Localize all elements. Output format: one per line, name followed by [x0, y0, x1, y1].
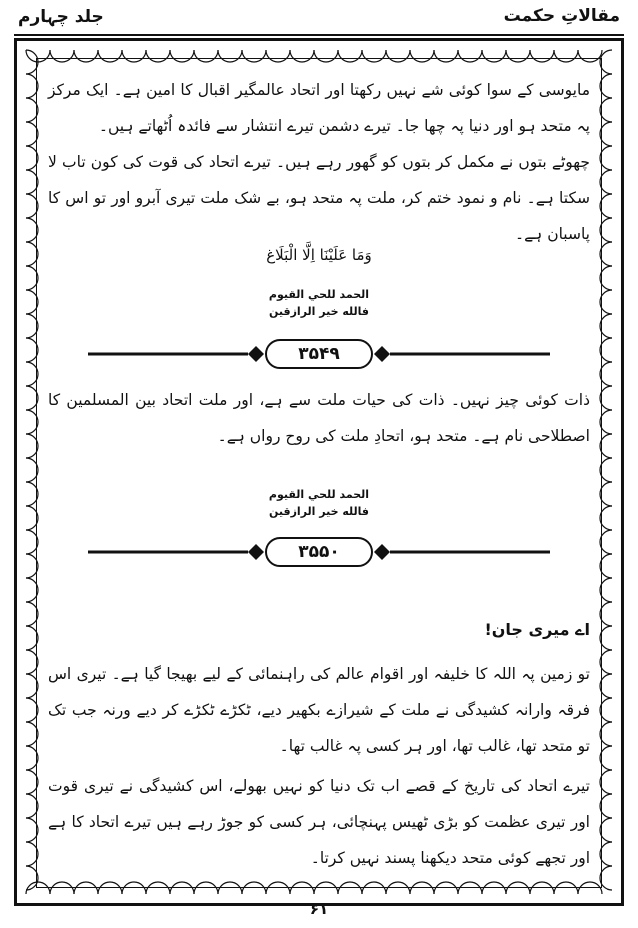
paragraph: مایوسی کے سوا کوئی شے نہیں رکھتا اور اتحاد عالمگیر اقبال کا امین ہے۔ ایک مرکز پہ متحد ہو اور دنیا پہ چھا جا۔ تیرے دشمن تیرے انتشار سے فائدہ اُٹھاتے ہیں۔: [48, 81, 590, 135]
section-3-text: [48, 768, 590, 876]
section-3-text: [48, 656, 590, 764]
section-number: ۳۵۴۹: [298, 344, 340, 364]
section-2-text: [48, 382, 590, 454]
hamd-line: فالله خير الرازقين: [269, 305, 369, 318]
book-title: مقالاتِ حکمت: [503, 6, 620, 26]
volume-label: جلد چہارم: [18, 7, 104, 27]
page-number: ۶۱: [309, 900, 329, 918]
paragraph: تو زمین پہ اللہ کا خلیفہ اور اقوام عالم کی راہنمائی کے لیے بھیجا گیا ہے۔ تیری اس فرقہ وارانہ کشیدگی نے ملت کے شیرازے بکھیر دیے، ٹکڑے ٹکڑے کر دیے ورنہ جب تک تو متحد تھا، غالب تھا، اور ہر کسی پہ غالب تھا۔: [48, 665, 590, 755]
header-rule: [14, 34, 624, 36]
closing-verse: وَمَا عَلَيْنَا اِلَّا الْبَلَاغ: [266, 246, 372, 264]
running-header: [14, 4, 624, 32]
hamd-line: فالله خير الرازقين: [269, 505, 369, 518]
page-content: [48, 64, 590, 884]
hamd-line: الحمد للحي القيوم: [268, 288, 370, 301]
paragraph: ذات کوئی چیز نہیں۔ ذات کی حیات ملت سے ہے، اور ملت اتحاد بین المسلمین کا اصطلاحی نام ہے۔ متحد ہو، اتحادِ ملت کی روح رواں ہے۔: [48, 391, 590, 445]
section-divider: [48, 334, 590, 374]
paragraph: تیرے اتحاد کی تاریخ کے قصے اب تک دنیا کو نہیں بھولے، اس کشیدگی نے تیری قوت اور تیری عظمت کو بڑی ٹھیس پہنچائی، ہر کسی کو جوڑ رہے ہیں تیرے اتحاد کا ہے اور تجھے کوئی متحد دیکھنا پسند نہیں کرتا۔: [48, 777, 590, 867]
hamd-block: [48, 286, 590, 320]
section-divider: [48, 532, 590, 572]
section-number: ۳۵۵۰: [298, 542, 340, 562]
hamd-line: الحمد للحي القيوم: [268, 488, 370, 501]
paragraph: چھوٹے بتوں نے مکمل کر بتوں کو گھور رہے ہیں۔ تیرے اتحاد کی قوت کی کون تاب لا سکتا ہے۔ نام و نمود ختم کر، ملت پہ متحد ہو، بے شک ملت تیری آبرو اور تو اس کا پاسبان ہے۔: [48, 153, 590, 243]
hamd-block: [48, 486, 590, 520]
section-1-text: [48, 72, 590, 252]
salutation: اے میری جان!: [484, 620, 590, 639]
